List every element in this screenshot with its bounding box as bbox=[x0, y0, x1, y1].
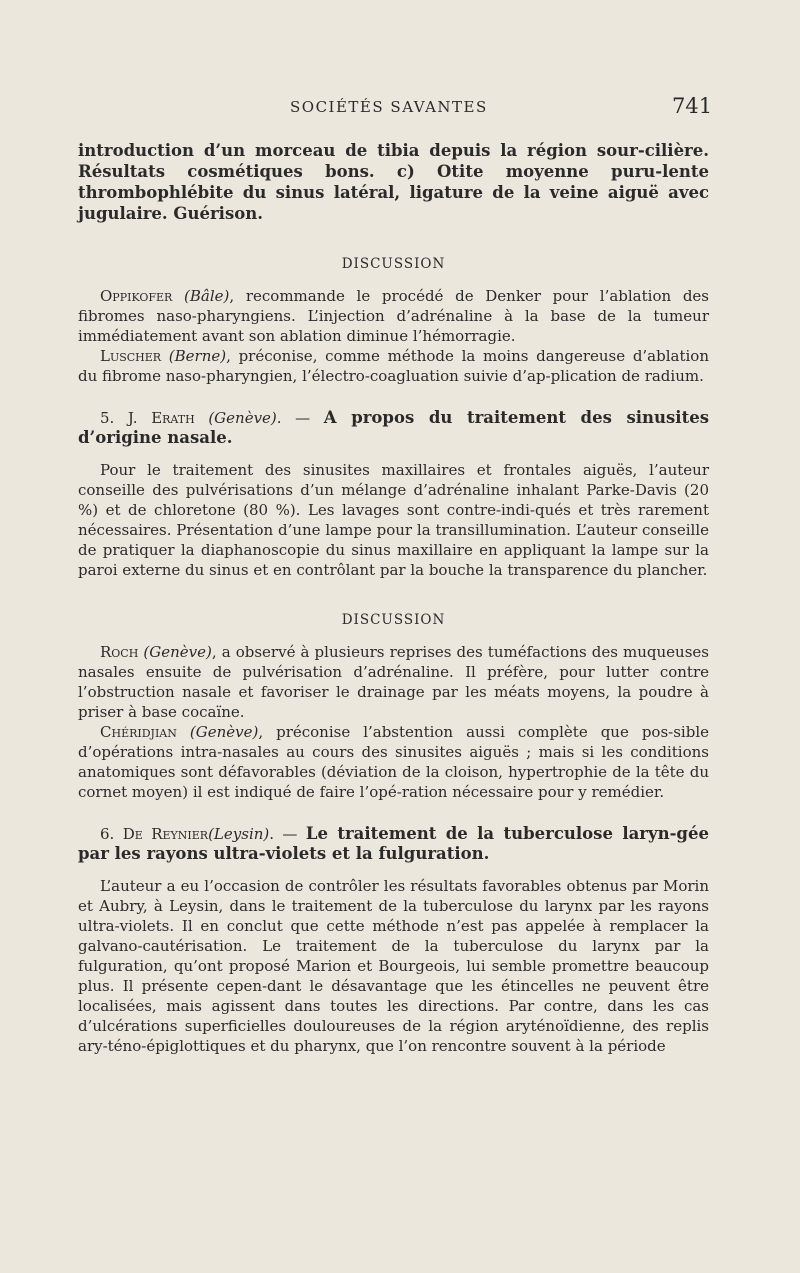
author-name: De Reynier bbox=[122, 825, 209, 843]
author-name: Oppikofer bbox=[100, 287, 173, 305]
paragraph-text: , préconise l’abstention aussi complète que pos-sible d’opérations intra-nasales au cours des sinusites aiguës ; mais si les conditions anatomiques sont défavorables (déviation de la cloison, hypertrophie de la tête du cornet moyen) il est indiqué de faire l’opé-ration nécessaire pour y remédier. bbox=[78, 723, 709, 801]
author-place: (Genève) bbox=[189, 723, 259, 741]
running-head bbox=[0, 94, 800, 124]
paragraph-text: , préconise, comme méthode la moins dangereuse d’ablation du fibrome naso-pharyngien, l’électro-coagluation suivie d’ap-plication de radium. bbox=[78, 347, 709, 385]
author-place: (Genève) bbox=[143, 643, 212, 661]
author-place: (Genève) bbox=[208, 409, 277, 427]
discussion-heading: DISCUSSION bbox=[341, 256, 446, 272]
author-name: Roch bbox=[100, 643, 139, 661]
paragraph-text: , a observé à plusieurs reprises des tuméfactions des muqueuses nasales ensuite de pulvérisation d’adrénaline. Il préfère, pour lutter contre l’obstruction nasale et favoriser le drainage par les méats moyens, la poudre à priser à base cocaïne. bbox=[78, 643, 709, 721]
discussion-paragraph bbox=[78, 722, 709, 802]
section-body: Pour le traitement des sinusites maxillaires et frontales aiguës, l’auteur conseille des pulvérisations d’un mélange d’adrénaline inhalant Parke-Davis (20 %) et de chloretone (80 %). Les lavages sont contre-indi-qués et très rarement nécessaires. Présentation d’une lampe pour la transillumination. L’auteur conseille de pratiquer la diaphanoscopie du sinus maxillaire en appliquant la lampe sur la paroi externe du sinus et en contrôlant par la bouche la transparence du plancher. bbox=[78, 461, 709, 579]
running-head-title: SOCIÉTÉS SAVANTES bbox=[290, 98, 488, 116]
discussion-paragraph bbox=[78, 286, 709, 346]
author-name: Luscher bbox=[100, 347, 162, 365]
discussion-paragraph bbox=[78, 346, 709, 386]
section-title: A propos du traitement des sinusites d’origine nasale. bbox=[78, 408, 709, 447]
author-name: Erath bbox=[151, 409, 195, 427]
section-heading bbox=[78, 824, 709, 864]
page-number: 741 bbox=[672, 94, 713, 118]
section-heading bbox=[78, 408, 709, 448]
discussion-paragraph bbox=[78, 642, 709, 722]
section-number: 6. bbox=[100, 825, 115, 843]
author-place: (Bâle) bbox=[184, 287, 230, 305]
author-place: (Berne) bbox=[168, 347, 227, 365]
section-body: L’auteur a eu l’occasion de contrôler les résultats favorables obtenus par Morin et Aubry, à Leysin, dans le traitement de la tuberculose du larynx par les rayons ultra-violets. Il en conclut que cette méthode n’est pas appelée à remplacer la galvano-cautérisation. Le traitement de la tuberculose du larynx par la fulguration, qu’ont proposé Marion et Bourgeois, lui semble promettre beaucoup plus. Il présente cepen-dant le désavantage que les étincelles ne peuvent être localisées, mais agissent dans toutes les directions. Par contre, dans les cas d’ulcérations superficielles douloureuses de la région aryténoïdienne, des replis ary-téno-épiglottiques et du pharynx, que l’on rencontre souvent à la période bbox=[78, 877, 709, 1055]
heading-dash: . — bbox=[276, 409, 324, 427]
article-body bbox=[78, 140, 709, 1056]
author-name: Chéridjian bbox=[100, 723, 177, 741]
paragraph-text: , recommande le procédé de Denker pour l’ablation des fibromes naso-pharyngiens. L’injection d’adrénaline à la base de la tumeur immédiatement avant son ablation diminue l’hémorragie. bbox=[78, 287, 709, 345]
heading-dash: . — bbox=[269, 825, 306, 843]
section-number: 5. J. bbox=[100, 409, 138, 427]
intro-paragraph: introduction d’un morceau de tibia depuis la région sour-cilière. Résultats cosmétiques bons. c) Otite moyenne puru-lente thrombophlébite du sinus latéral, ligature de la veine aiguë avec jugulaire. Guérison. bbox=[78, 141, 709, 223]
section-title: Le traitement de la tuberculose laryn-gée par les rayons ultra-violets et la fulguration. bbox=[78, 824, 709, 863]
author-place: (Leysin) bbox=[208, 825, 270, 843]
discussion-heading: DISCUSSION bbox=[341, 612, 446, 628]
